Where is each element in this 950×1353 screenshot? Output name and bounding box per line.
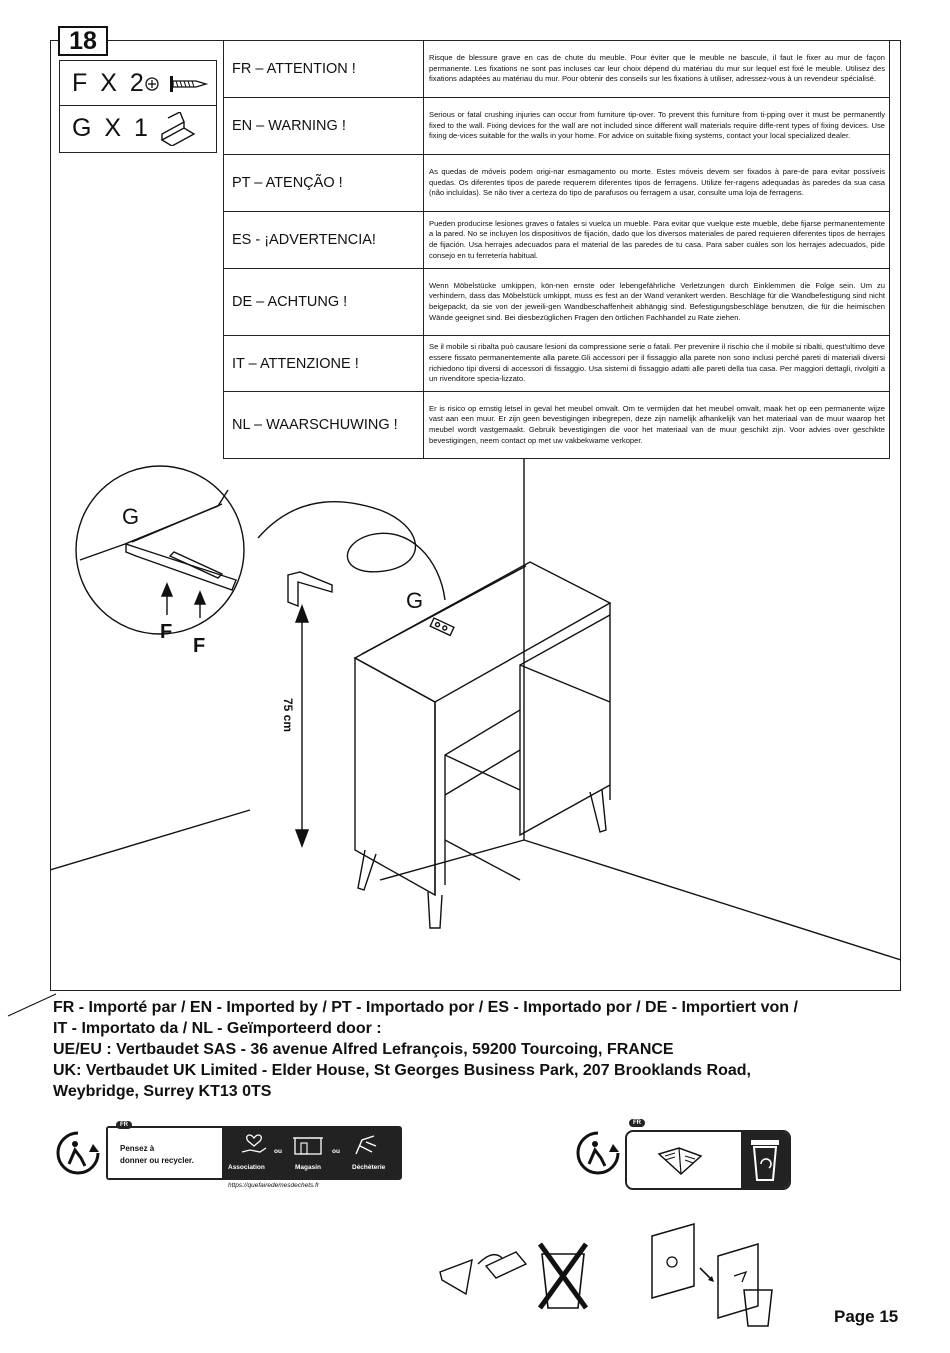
warning-text: Er is risico op ernstig letsel in geval het meubel omvalt. Om te vermijden dat het meubel omvalt, maak het op een permanente wijze vast aan een muur. Er zijn geen bevestigingen inbegrepen, deze zijn namelijk afhankelijk van het materiaal van de muur waarop het meubel wordt vastgemaakt. Gebruik bevestigingen die voor het materiaal van de muur geschikt zijn. Voor advies over geschikte bevestigingen, neem contact op met uw vakbekwame verkoper. xyxy=(424,392,890,459)
recycle-pictogram xyxy=(648,1222,780,1332)
waste-center-icon xyxy=(350,1132,380,1156)
warning-language: EN – WARNING ! xyxy=(224,98,424,155)
slogan-line: Pensez à xyxy=(120,1144,155,1153)
warning-table xyxy=(223,40,890,459)
warning-language: DE – ACHTUNG ! xyxy=(224,269,424,336)
warning-language: ES - ¡ADVERTENCIA! xyxy=(224,212,424,269)
bracket-detail xyxy=(126,544,236,590)
warning-row xyxy=(224,41,890,98)
banner-options xyxy=(222,1128,400,1178)
fr-badge: FR xyxy=(629,1119,645,1127)
importer-info xyxy=(53,997,913,1102)
height-dimension-label: 75 cm xyxy=(281,698,295,733)
warning-row xyxy=(224,212,890,269)
option-label: Magasin xyxy=(295,1164,322,1171)
warning-language: NL – WAARSCHUWING ! xyxy=(224,392,424,459)
slogan-line: donner ou recycler. xyxy=(120,1156,194,1165)
shop-icon xyxy=(292,1132,324,1156)
warning-language: PT – ATENÇÃO ! xyxy=(224,155,424,212)
or-text: ou xyxy=(274,1148,282,1155)
warning-language: IT – ATTENZIONE ! xyxy=(224,336,424,392)
warning-text: Pueden producirse lesiones graves o fatales si vuelca un mueble. Para evitar que vuelque este mueble, debe fijarse permanentemente a la pared. No se incluyen los dispositivos de fijación, dado que los diversos materiales de pared requieren diferentes tipos de herrajes de fijación. Usa herrajes adecuados para el material de las paredes de tu casa. Para saber cuáles son los herrajes adecuados, pide consejo en tu ferretería habitual. xyxy=(424,212,890,269)
bin-icon xyxy=(749,1138,781,1182)
fr-badge: FR xyxy=(116,1121,132,1129)
part-label: G X 1 xyxy=(72,114,151,142)
importer-line: UK: Vertbaudet UK Limited - Elder House, St Georges Business Park, 207 Brooklands Road, xyxy=(53,1062,751,1079)
banner-slogan xyxy=(108,1122,222,1178)
warning-language: FR – ATTENTION ! xyxy=(224,41,424,98)
force-label: F xyxy=(160,621,173,643)
force-label: F xyxy=(193,635,206,657)
warning-row xyxy=(224,269,890,336)
wall-bracket xyxy=(288,572,332,606)
part-label: F X 2 xyxy=(72,69,147,97)
detail-letter-g: G xyxy=(122,504,140,529)
triman-logo-icon xyxy=(55,1130,101,1176)
part-row-f xyxy=(60,61,216,106)
detail-circle xyxy=(76,466,244,634)
option-label: Association xyxy=(228,1164,265,1171)
importer-line: IT - Importato da / NL - Geïmporteerd door : xyxy=(53,1020,382,1037)
warning-text: Serious or fatal crushing injuries can occur from furniture tip-over. To prevent this furniture from ti-pping over it must be permanently fixed to the wall. Fixing devices for the wall are not included since different wall materials require diffe-rent types of fixing devices. Use fixing de-vices suitable for the walls in your home. For advice on suitable fixing systems, contact your local specialized dealer. xyxy=(424,98,890,155)
importer-line: FR - Importé par / EN - Imported by / PT - Importado por / ES - Importado por / DE - Importiert von / xyxy=(53,999,798,1016)
warning-text: Se il mobile si ribalta può causare lesioni da compressione serie o fatali. Per prevenire il rischio che il mobile si ribalti, quest'ultimo deve essere fissato permanentemente alla parete.Gli accessori per il fissaggio alla parete non sono inclusi perché pareti di materiali diversi richiedono tipi diversi di accessori di fissaggio. Usa sistemi di fissaggio adatti alle pareti della tua casa. Per maggiori dettagli, rivolgiti a un rivenditore specia-lizzato. xyxy=(424,336,890,392)
importer-line: Weybridge, Surrey KT13 0TS xyxy=(53,1083,272,1100)
warning-text: As quedas de móveis podem origi-nar esmagamento ou morte. Estes móveis devem ser fixados à pare-de para evitar possíveis quedas. Os diferentes tipos de parede requerem diferentes tipos de ferragens. Utilize fer-ragens adequadas às paredes da sua casa (não incluídas). Se não tiver a certeza do tipo de parafusos ou ferragem a usar, consulte uma loja de ferragens. xyxy=(424,155,890,212)
recycling-banner xyxy=(106,1122,402,1180)
top-bracket xyxy=(430,618,454,635)
parts-list xyxy=(59,60,217,153)
divider-line xyxy=(0,990,60,1020)
page-number: Page 15 xyxy=(834,1307,899,1326)
triman-logo-icon xyxy=(575,1130,621,1176)
importer-line: UE/EU : Vertbaudet SAS - 36 avenue Alfred Lefrançois, 59200 Tourcoing, FRANCE xyxy=(53,1041,674,1058)
step-number: 18 xyxy=(58,26,108,56)
booklet-icon xyxy=(655,1144,705,1178)
option-label: Déchèterie xyxy=(352,1164,386,1171)
bracket-letter-g: G xyxy=(406,588,424,613)
warning-text: Wenn Möbelstücke umkippen, kön-nen ernste oder lebengefährliche Verletzungen durch Einklemmen die Folge sein. Um zu verhindern, dass das Möbelstück umkippt, muss es fest an der Wand verankert werden. Beschläge für die Wandbefestigung sind nicht beigepackt, da sie von der jeweili-gen Wandbeschaffenheit abhängig sind. Befestigungsbeschläge benutzen, die für die heimischen Wände geeignet sind. Bei diesbezüglichen Fragen den örtlichen Fachhandel zu Rate ziehen. xyxy=(424,269,890,336)
recycling-url: https://quefairedemesdechets.fr xyxy=(228,1182,320,1189)
or-text: ou xyxy=(332,1148,340,1155)
heart-hand-icon xyxy=(240,1132,268,1156)
bracket-icon xyxy=(158,112,198,146)
assembly-drawing xyxy=(50,440,901,991)
cabinet-outline xyxy=(355,562,610,928)
envelope-icon xyxy=(440,1260,472,1294)
disposal-pictogram xyxy=(436,1236,596,1316)
warning-text: Risque de blessure grave en cas de chute du meuble. Pour éviter que le meuble ne bascule, il faut le fixer au mur de façon permanente. Les fixations ne sont pas incluses car leur choix dépend du matériau du mur sur lequel est fixé le meuble. Utilisez des fixations adaptées au matériau du mur. Pour obtenir des conseils sur les fixations à utiliser, adressez-vous à un revendeur spécialisé. xyxy=(424,41,890,98)
warning-row xyxy=(224,336,890,392)
screw-icon xyxy=(144,73,210,95)
bin-panel xyxy=(741,1132,789,1188)
paper-recycling-banner xyxy=(625,1120,791,1190)
warning-row xyxy=(224,155,890,212)
warning-row xyxy=(224,98,890,155)
part-row-g xyxy=(60,106,216,152)
